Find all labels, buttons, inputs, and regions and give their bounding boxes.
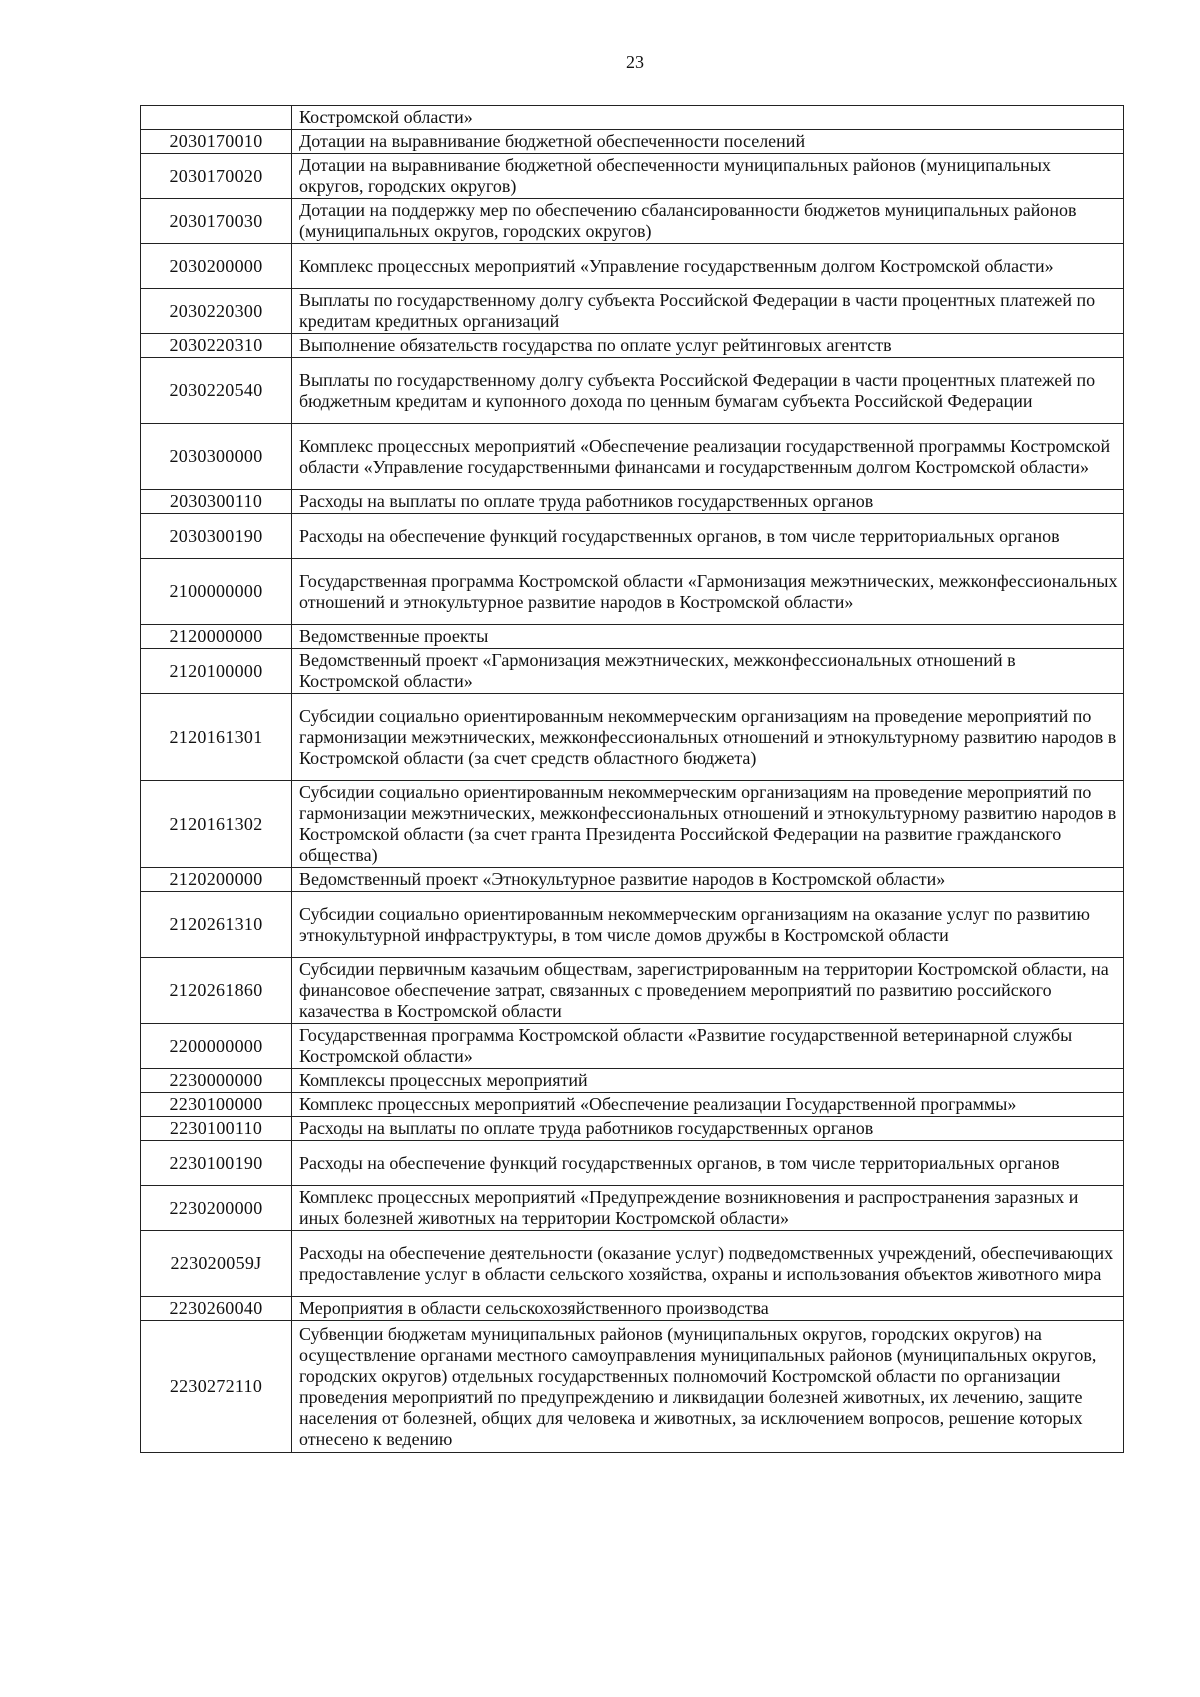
- row-code: 2030300190: [141, 514, 292, 559]
- row-description: Мероприятия в области сельскохозяйственного производства: [292, 1297, 1124, 1321]
- row-code: 2030220300: [141, 289, 292, 334]
- table-row: [141, 358, 1124, 424]
- row-code: 223020059J: [141, 1231, 292, 1297]
- row-description: Субсидии социально ориентированным некоммерческим организациям на оказание услуг по развитию этнокультурной инфраструктуры, в том числе домов дружбы в Костромской области: [292, 892, 1124, 958]
- row-description: Костромской области»: [292, 106, 1124, 130]
- row-description: Комплекс процессных мероприятий «Предупреждение возникновения и распространения заразных и иных болезней животных на территории Костромской области»: [292, 1186, 1124, 1231]
- table-row: [141, 1297, 1124, 1321]
- row-code: 2030220540: [141, 358, 292, 424]
- row-code: 2230260040: [141, 1297, 292, 1321]
- page-number: 23: [626, 52, 644, 72]
- table-row: [141, 106, 1124, 130]
- row-code: 2200000000: [141, 1024, 292, 1069]
- table-row: [141, 334, 1124, 358]
- table-row: [141, 490, 1124, 514]
- row-description: Ведомственный проект «Этнокультурное развитие народов в Костромской области»: [292, 868, 1124, 892]
- table-row: [141, 892, 1124, 958]
- table-row: [141, 244, 1124, 289]
- row-description: Ведомственный проект «Гармонизация межэтнических, межконфессиональных отношений в Костромской области»: [292, 649, 1124, 694]
- row-code: 2030300000: [141, 424, 292, 490]
- row-description: Государственная программа Костромской области «Развитие государственной ветеринарной службы Костромской области»: [292, 1024, 1124, 1069]
- budget-classification-table: [140, 105, 1124, 1453]
- table-body: [141, 106, 1124, 1453]
- row-code: 2120261860: [141, 958, 292, 1024]
- table-row: [141, 559, 1124, 625]
- table-row: [141, 1024, 1124, 1069]
- row-code: 2030220310: [141, 334, 292, 358]
- row-description: Расходы на обеспечение деятельности (оказание услуг) подведомственных учреждений, обеспечивающих предоставление услуг в области сельского хозяйства, охраны и использования объектов животного мира: [292, 1231, 1124, 1297]
- row-description: Выплаты по государственному долгу субъекта Российской Федерации в части процентных платежей по бюджетным кредитам и купонного дохода по ценным бумагам субъекта Российской Федерации: [292, 358, 1124, 424]
- table-row: [141, 424, 1124, 490]
- table-row: [141, 1321, 1124, 1453]
- row-code: 2230100190: [141, 1141, 292, 1186]
- row-code: 2120000000: [141, 625, 292, 649]
- table-row: [141, 154, 1124, 199]
- table-row: [141, 1069, 1124, 1093]
- table-row: [141, 1093, 1124, 1117]
- table-row: [141, 781, 1124, 868]
- table-row: [141, 1117, 1124, 1141]
- row-description: Ведомственные проекты: [292, 625, 1124, 649]
- row-code: 2230000000: [141, 1069, 292, 1093]
- row-code: 2230100000: [141, 1093, 292, 1117]
- row-description: Выполнение обязательств государства по оплате услуг рейтинговых агентств: [292, 334, 1124, 358]
- row-code: 2120161301: [141, 694, 292, 781]
- row-description: Расходы на выплаты по оплате труда работников государственных органов: [292, 1117, 1124, 1141]
- row-description: Дотации на поддержку мер по обеспечению сбалансированности бюджетов муниципальных районов (муниципальных округов, городских округов): [292, 199, 1124, 244]
- table-row: [141, 514, 1124, 559]
- table-row: [141, 130, 1124, 154]
- row-description: Комплексы процессных мероприятий: [292, 1069, 1124, 1093]
- row-description: Субсидии первичным казачьим обществам, зарегистрированным на территории Костромской области, на финансовое обеспечение затрат, связанных с проведением мероприятий по развитию российского казачества в Костромской области: [292, 958, 1124, 1024]
- row-description: Расходы на обеспечение функций государственных органов, в том числе территориальных органов: [292, 1141, 1124, 1186]
- table-row: [141, 649, 1124, 694]
- table-row: [141, 625, 1124, 649]
- row-description: Государственная программа Костромской области «Гармонизация межэтнических, межконфессиональных отношений и этнокультурное развитие народов в Костромской области»: [292, 559, 1124, 625]
- row-description: Субсидии социально ориентированным некоммерческим организациям на проведение мероприятий по гармонизации межэтнических, межконфессиональных отношений и этнокультурному развитию народов в Костромской области (за счет средств областного бюджета): [292, 694, 1124, 781]
- row-code: 2030300110: [141, 490, 292, 514]
- row-description: Дотации на выравнивание бюджетной обеспеченности муниципальных районов (муниципальных округов, городских округов): [292, 154, 1124, 199]
- row-code: 2030170010: [141, 130, 292, 154]
- row-code: [141, 106, 292, 130]
- row-code: 2120261310: [141, 892, 292, 958]
- table-row: [141, 868, 1124, 892]
- table-row: [141, 1186, 1124, 1231]
- table-row: [141, 958, 1124, 1024]
- row-description: Комплекс процессных мероприятий «Обеспечение реализации Государственной программы»: [292, 1093, 1124, 1117]
- row-description: Комплекс процессных мероприятий «Управление государственным долгом Костромской области»: [292, 244, 1124, 289]
- row-description: Субсидии социально ориентированным некоммерческим организациям на проведение мероприятий по гармонизации межэтнических, межконфессиональных отношений и этнокультурному развитию народов в Костромской области (за счет гранта Президента Российской Федерации на развитие гражданского общества): [292, 781, 1124, 868]
- table-row: [141, 289, 1124, 334]
- row-code: 2030170030: [141, 199, 292, 244]
- row-description: Выплаты по государственному долгу субъекта Российской Федерации в части процентных платежей по кредитам кредитных организаций: [292, 289, 1124, 334]
- row-code: 2030200000: [141, 244, 292, 289]
- row-code: 2120200000: [141, 868, 292, 892]
- row-description: Комплекс процессных мероприятий «Обеспечение реализации государственной программы Костромской области «Управление государственными финансами и государственным долгом Костромской области»: [292, 424, 1124, 490]
- row-description: Расходы на выплаты по оплате труда работников государственных органов: [292, 490, 1124, 514]
- row-description: Дотации на выравнивание бюджетной обеспеченности поселений: [292, 130, 1124, 154]
- table-row: [141, 1141, 1124, 1186]
- row-description: Субвенции бюджетам муниципальных районов (муниципальных округов, городских округов) на осуществление органами местного самоуправления муниципальных районов (муниципальных округов, городских округов) отдельных государственных полномочий Костромской области по организации проведения мероприятий по предупреждению и ликвидации болезней животных, их лечению, защите населения от болезней, общих для человека и животных, за исключением вопросов, решение которых отнесено к ведению: [292, 1321, 1124, 1453]
- row-description: Расходы на обеспечение функций государственных органов, в том числе территориальных органов: [292, 514, 1124, 559]
- table-row: [141, 694, 1124, 781]
- row-code: 2230200000: [141, 1186, 292, 1231]
- table-row: [141, 1231, 1124, 1297]
- row-code: 2100000000: [141, 559, 292, 625]
- table-row: [141, 199, 1124, 244]
- row-code: 2120161302: [141, 781, 292, 868]
- row-code: 2230272110: [141, 1321, 292, 1453]
- row-code: 2030170020: [141, 154, 292, 199]
- row-code: 2230100110: [141, 1117, 292, 1141]
- row-code: 2120100000: [141, 649, 292, 694]
